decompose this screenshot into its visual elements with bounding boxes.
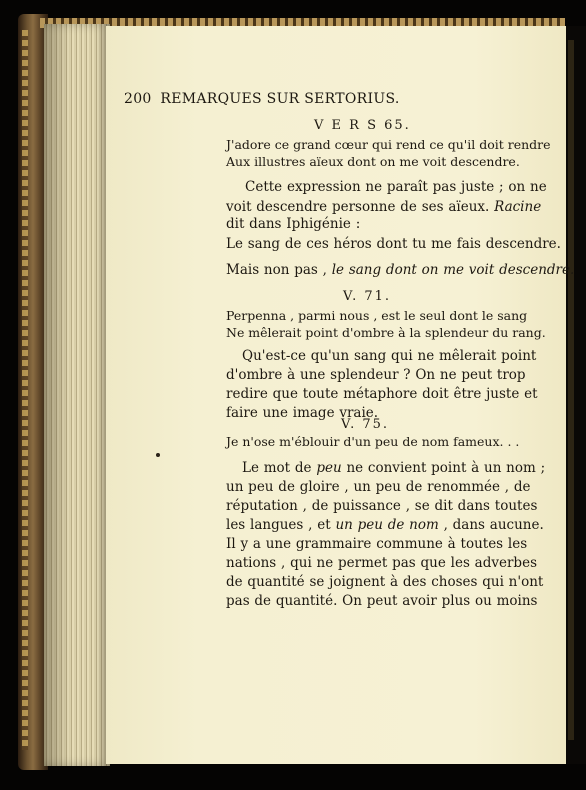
verse-ref-65: V E R S 65. [314, 118, 411, 133]
verse-ref-71: V. 71. [343, 289, 392, 304]
italic-peu: peu [316, 460, 342, 476]
commentary-line: de quantité se joignent à des choses qui n'ont [226, 574, 544, 590]
commentary-line: nations , qui ne permet pas que les adverbes [226, 555, 537, 571]
verse-line: J'adore ce grand cœur qui rend ce qu'il doit rendre [226, 137, 551, 152]
commentary-line: faire une image vraie. [226, 405, 379, 421]
racine-name: Racine [494, 199, 542, 215]
commentary-text: ne convient point à un nom ; [346, 460, 546, 476]
verse-line: Perpenna , parmi nous , est le seul dont le sang [226, 308, 528, 323]
quote-italic: le sang dont on me voit descendre. [331, 262, 575, 278]
verse-line: Ne mêlerait point d'ombre à la splendeur du rang. [226, 325, 546, 340]
commentary-line: réputation , de puissance , se dit dans toutes [226, 498, 538, 514]
commentary-line [226, 519, 544, 533]
commentary-text: voit descendre personne de ses aïeux. [226, 199, 490, 215]
opposite-page-edge [568, 40, 574, 740]
quote-text: Mais non pas , [226, 262, 327, 278]
ink-speck [156, 453, 160, 457]
commentary-line: Il y a une grammaire commune à toutes les [226, 536, 528, 552]
commentary-text: Le mot de [242, 460, 312, 476]
commentary-line [242, 462, 545, 476]
commentary-line: d'ombre à une splendeur ? On ne peut trop [226, 367, 526, 383]
commentary-text: , dans aucune. [443, 517, 544, 533]
commentary-line: redire que toute métaphore doit être juste et [226, 386, 538, 402]
running-header [124, 92, 400, 106]
quote-line: Le sang de ces héros dont tu me fais descendre. [226, 236, 561, 252]
commentary-line: Qu'est-ce qu'un sang qui ne mêlerait point [242, 348, 537, 364]
commentary-line [226, 201, 541, 215]
running-title: REMARQUES SUR SERTORIUS. [160, 91, 400, 107]
commentary-text: les langues , et [226, 517, 331, 533]
page-number: 200 [124, 91, 152, 107]
verse-line: Aux illustres aïeux dont on me voit descendre. [226, 154, 520, 169]
quote-line [226, 264, 574, 278]
commentary-line: un peu de gloire , un peu de renommée , de [226, 479, 531, 495]
italic-phrase: un peu de nom [335, 517, 439, 533]
spine-gilt-decoration [22, 30, 28, 750]
verse-line: Je n'ose m'éblouir d'un peu de nom fameux. . . [226, 434, 520, 449]
page-stack-shadow [44, 24, 110, 766]
commentary-line: pas de quantité. On peut avoir plus ou moins [226, 593, 538, 609]
verse-ref-75: V. 75. [341, 417, 390, 432]
commentary-line: Cette expression ne paraît pas juste ; on ne [245, 179, 547, 195]
commentary-line: dit dans Iphigénie : [226, 216, 361, 232]
